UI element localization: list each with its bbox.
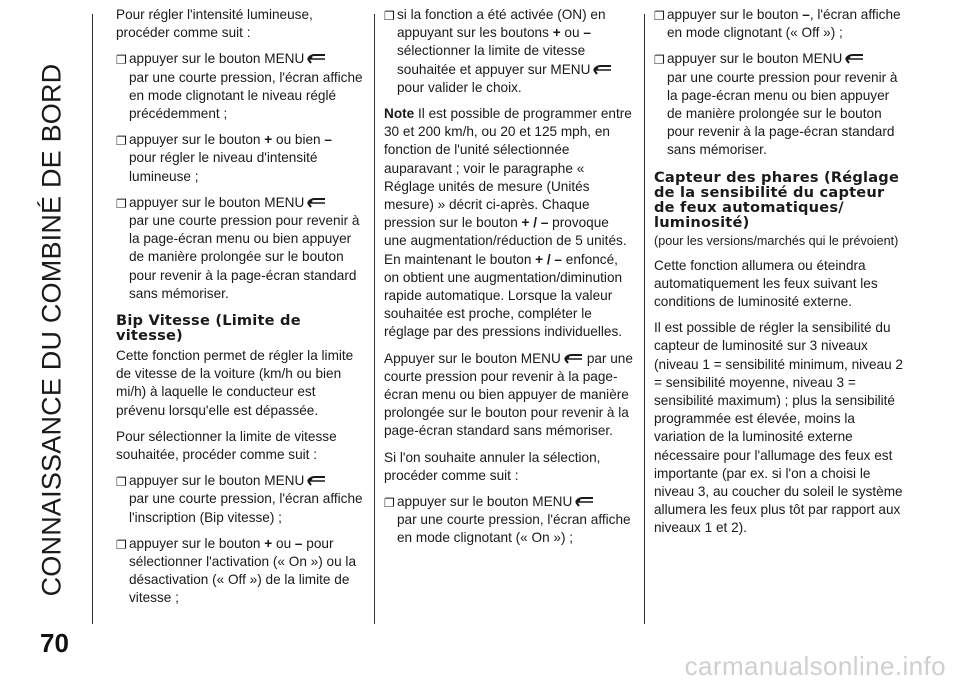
checkbox-bullet-icon: ❐ — [654, 9, 665, 23]
paragraph: Il est possible de régler la sensibilité du capteur de luminosité sur 3 niveaux (niveau 1 = sensibilité minimum, niveau 2 = sensibilité moyenne, niveau 3 = sensibilité maximum) ; plus la sensibilité programmée est élevée, moins la variation de la luminosité externe nécessaire pour l'allumage des feux est importante (par ex. si l'on a choisi le niveau 3, au coucher du soleil le système allumera les feux plus tôt par rapport aux niveaux 1 et 2). — [654, 320, 903, 536]
checkbox-bullet-icon: ❐ — [116, 196, 127, 211]
paragraph: Cette fonction permet de régler la limite de vitesse de la voiture (km/h ou bien mi/h) à laquelle le conducteur est prévenu lorsqu'elle est dépassée. — [116, 348, 354, 418]
page-number: 70 — [40, 628, 69, 658]
checkbox-bullet-icon: ❐ — [654, 53, 665, 68]
menu-return-icon — [564, 354, 584, 365]
column-3 — [654, 6, 904, 546]
list-item: ❐ appuyer sur le bouton MENU par une courte pression, l'écran affiche en mode clignotant (« On ») ; — [384, 493, 634, 548]
section-heading: Capteur des phares (Réglage de la sensibilité du capteur de feux automatiques/ luminosité) — [654, 168, 900, 231]
list-item: ❐ si la fonction a été activée (ON) en appuyant sur les boutons + ou – sélectionner la limite de vitesse souhaitée et appuyer sur MENU pour valider le choix. — [384, 6, 634, 97]
paragraph: Appuyer sur le bouton MENU par une courte pression pour revenir à la page-écran menu ou bien appuyer de manière prolongée sur le bouton pour revenir à la page-écran standard sans mémoriser. — [384, 350, 633, 439]
checkbox-bullet-icon: ❐ — [384, 9, 395, 23]
list-item: ❐ appuyer sur le bouton MENU par une courte pression pour revenir à la page-écran menu ou bien appuyer de manière prolongée sur le bouton pour revenir à la page-écran standard sans mémoriser. — [116, 194, 366, 303]
paragraph: Pour sélectionner la limite de vitesse souhaitée, procéder comme suit : — [116, 428, 337, 463]
menu-return-icon — [593, 65, 613, 76]
column-divider — [92, 14, 93, 624]
checkbox-bullet-icon: ❐ — [384, 496, 395, 511]
menu-return-icon — [307, 198, 327, 209]
column-1 — [116, 6, 366, 616]
column-2 — [384, 6, 634, 556]
paragraph: Si l'on souhaite annuler la sélection, procéder comme suit : — [384, 449, 601, 483]
checkbox-bullet-icon: ❐ — [116, 537, 127, 552]
column-divider — [374, 14, 375, 624]
checkbox-bullet-icon: ❐ — [116, 53, 127, 68]
paragraph: Cette fonction allumera ou éteindra automatiquement les feux suivant les conditions de luminosité externe. — [654, 257, 878, 310]
watermark: carmanualsonline.info — [684, 651, 946, 681]
list-item: ❐ appuyer sur le bouton + ou – pour sélectionner l'activation (« On ») ou la désactivation (« Off ») de la limite de vitesse ; — [116, 535, 366, 608]
menu-return-icon — [845, 54, 865, 65]
menu-return-icon — [307, 54, 327, 65]
checkbox-bullet-icon: ❐ — [116, 134, 127, 149]
list-item: ❐ appuyer sur le bouton –, l'écran affiche en mode clignotant (« Off ») ; — [654, 6, 904, 42]
list-item: ❐ appuyer sur le bouton MENU par une courte pression, l'écran affiche en mode clignotant le niveau réglé précédemment ; — [116, 50, 366, 123]
menu-return-icon — [575, 497, 595, 508]
list-item: ❐ appuyer sur le bouton + ou bien – pour régler le niveau d'intensité lumineuse ; — [116, 131, 366, 186]
availability-note: (pour les versions/marchés qui le prévoient) — [654, 233, 899, 248]
side-chapter-title: CONNAISSANCE DU COMBINÉ DE BORD — [36, 63, 67, 597]
section-heading: Bip Vitesse (Limite de vitesse) — [116, 312, 301, 345]
checkbox-bullet-icon: ❐ — [116, 475, 127, 490]
note-paragraph: Note Il est possible de programmer entre 30 et 200 km/h, ou 20 et 125 mph, en fonction de l'unité sélectionnée auparavant ; voir le paragraphe « Réglage unités de mesure (Unités mesure) » décrit ci-après. Chaque pression sur le bouton + / – provoque une augmentation/réduction de 5 unités. En maintenant le bouton + / – enfoncé, on obtient une augmentation/diminution rapide automatique. Lorsque la valeur souhaitée est proche, compléter le réglage par des pressions individuelles. — [384, 106, 632, 340]
intro-text: Pour régler l'intensité lumineuse, procéder comme suit : — [116, 7, 313, 41]
column-divider — [644, 14, 645, 624]
list-item: ❐ appuyer sur le bouton MENU par une courte pression pour revenir à la page-écran menu ou bien appuyer de manière prolongée sur le bouton pour revenir à la page-écran standard sans mémoriser. — [654, 50, 904, 159]
list-item: ❐ appuyer sur le bouton MENU par une courte pression, l'écran affiche l'inscription (Bip vitesse) ; — [116, 472, 366, 527]
menu-return-icon — [307, 476, 327, 487]
